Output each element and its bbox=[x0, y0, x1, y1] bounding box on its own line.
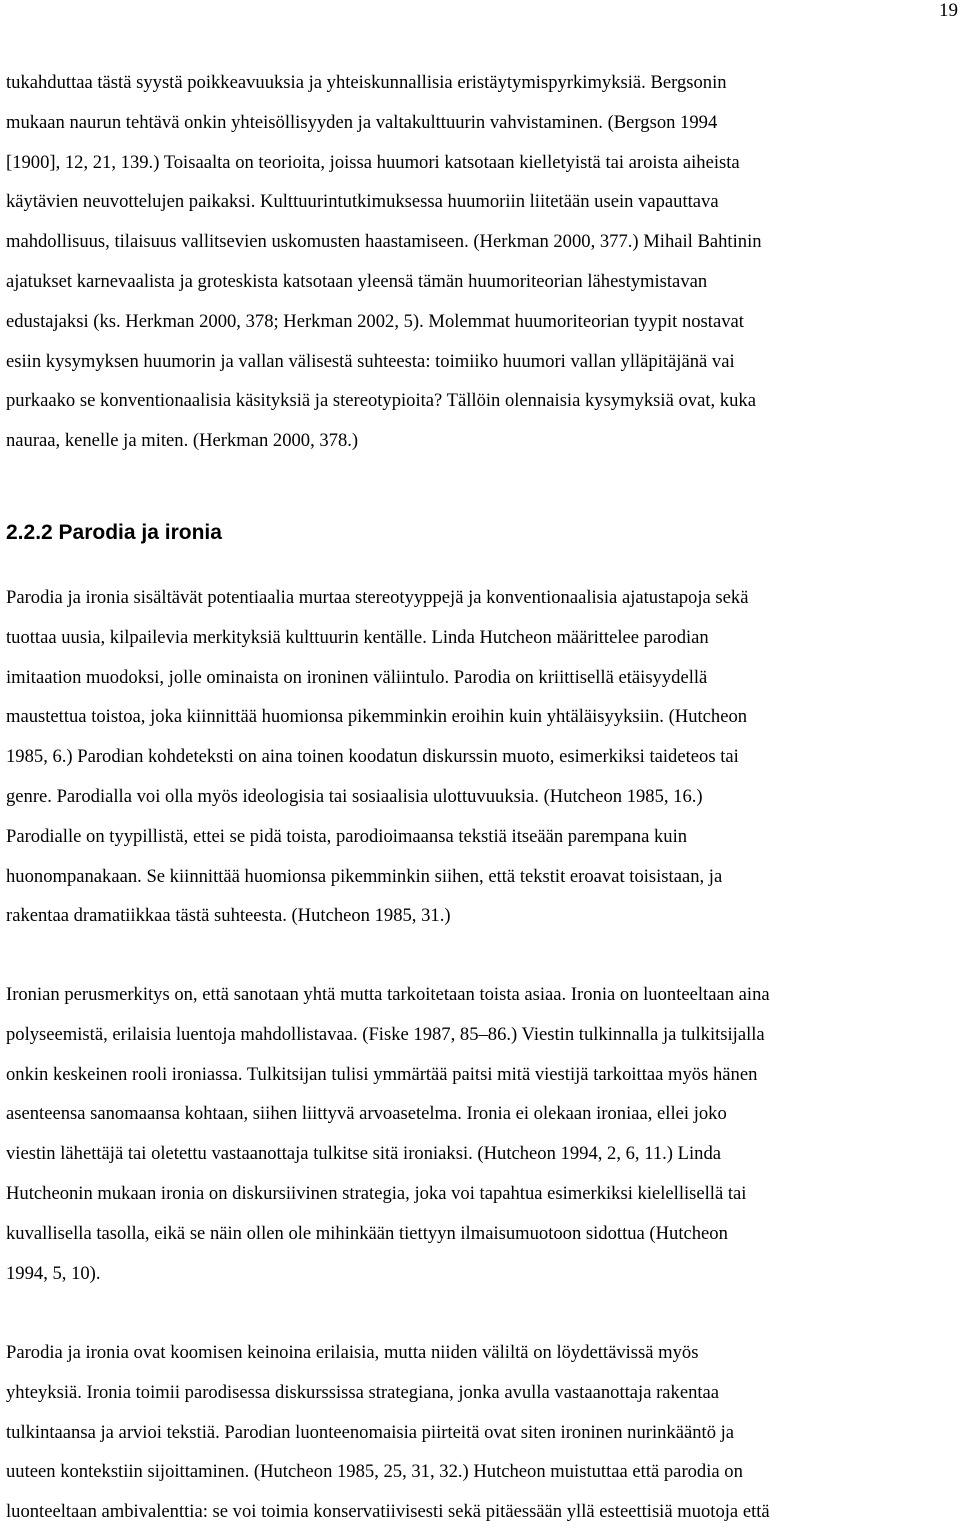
paragraph-1 bbox=[6, 63, 956, 461]
text-line: rakentaa dramatiikkaa tästä suhteesta. (Hutcheon 1985, 31.) bbox=[6, 905, 451, 927]
text-line: onkin keskeinen rooli ironiassa. Tulkitsijan tulisi ymmärtää paitsi mitä viestijä tarkoittaa myös hänen bbox=[6, 1063, 758, 1085]
text-line: kuvallisella tasolla, eikä se näin ollen ole mihinkään tiettyyn ilmaisumuotoon sidottua (Hutcheon bbox=[6, 1222, 728, 1244]
text-line: Parodialle on tyypillistä, ettei se pidä toista, parodioimaansa tekstiä itseään parempana kuin bbox=[6, 825, 688, 847]
text-line: Hutcheonin mukaan ironia on diskursiivinen strategia, joka voi tapahtua esimerkiksi kielellisellä tai bbox=[6, 1182, 747, 1204]
text-line: ajatukset karnevaalista ja groteskista katsotaan yleensä tämän huumoriteorian lähestymistavan bbox=[6, 270, 708, 292]
text-line: mahdollisuus, tilaisuus vallitsevien uskomusten haastamiseen. (Herkman 2000, 377.) Mihail Bahtinin bbox=[6, 231, 762, 253]
text-line: uuteen kontekstiin sijoittaminen. (Hutcheon 1985, 25, 31, 32.) Hutcheon muistuttaa että parodia on bbox=[6, 1461, 743, 1483]
paragraph-3 bbox=[6, 975, 956, 1293]
text-line: tuottaa uusia, kilpailevia merkityksiä kulttuurin kentälle. Linda Hutcheon määrittelee parodian bbox=[6, 626, 709, 648]
section-heading: 2.2.2 Parodia ja ironia bbox=[6, 521, 222, 544]
paragraph-4 bbox=[6, 1333, 956, 1532]
paragraph-2 bbox=[6, 578, 956, 936]
text-line: tukahduttaa tästä syystä poikkeavuuksia ja yhteiskunnallisia eristäytymispyrkimyksiä. Bergsonin bbox=[6, 72, 727, 93]
text-line: 1994, 5, 10). bbox=[6, 1262, 101, 1284]
text-line: Parodia ja ironia ovat koomisen keinoina erilaisia, mutta niiden väliltä on löydettävissä myös bbox=[6, 1342, 699, 1363]
text-line: huonompanakaan. Se kiinnittää huomionsa pikemminkin siihen, että tekstit eroavat toisistaan, ja bbox=[6, 865, 723, 887]
text-line: [1900], 12, 21, 139.) Toisaalta on teorioita, joissa huumori katsotaan kielletyistä tai aroista aiheista bbox=[6, 151, 740, 173]
text-line: 1985, 6.) Parodian kohdeteksti on aina toinen koodatun diskurssin muoto, esimerkiksi taideteos tai bbox=[6, 746, 739, 768]
text-line: käytävien neuvottelujen paikaksi. Kulttuurintutkimuksessa huumoriin liitetään usein vapauttava bbox=[6, 191, 719, 213]
text-line: esiin kysymyksen huumorin ja vallan välisestä suhteesta: toimiiko huumori vallan ylläpitäjänä vai bbox=[6, 350, 735, 372]
page-number: 19 bbox=[939, 0, 958, 21]
text-line: genre. Parodialla voi olla myös ideologisia tai sosiaalisia ulottuvuuksia. (Hutcheon 1985, 16.) bbox=[6, 785, 703, 807]
text-line: polyseemistä, erilaisia luentoja mahdollistavaa. (Fiske 1987, 85–86.) Viestin tulkinnalla ja tulkitsijalla bbox=[6, 1023, 765, 1045]
text-line: asenteensa sanomaansa kohtaan, siihen liittyvä arvoasetelma. Ironia ei olekaan ironiaa, ellei joko bbox=[6, 1103, 727, 1125]
text-line: maustettua toistoa, joka kiinnittää huomionsa pikemminkin eroihin kuin yhtäläisyyksiin. (Hutcheon bbox=[6, 706, 748, 728]
text-line: imitaation muodoksi, jolle ominaista on ironinen väliintulo. Parodia on kriittisellä etäisyydellä bbox=[6, 666, 708, 688]
text-line: luonteeltaan ambivalenttia: se voi toimia konservatiivisesti sekä pitäessään yllä esteettisiä muotoja että bbox=[6, 1501, 770, 1523]
text-line: viestin lähettäjä tai oletettu vastaanottaja tulkitse sitä ironiaksi. (Hutcheon 1994, 2, 6, 11.) Linda bbox=[6, 1143, 721, 1165]
text-line: purkaako se konventionaalisia käsityksiä ja stereotypioita? Tällöin olennaisia kysymyksiä ovat, kuka bbox=[6, 390, 756, 412]
text-line: tulkintaansa ja arvioi tekstiä. Parodian luonteenomaisia piirteitä ovat siten ironinen nurinkääntö ja bbox=[6, 1421, 735, 1443]
text-line: nauraa, kenelle ja miten. (Herkman 2000, 378.) bbox=[6, 430, 359, 452]
text-line: Parodia ja ironia sisältävät potentiaalia murtaa stereotyyppejä ja konventionaalisia ajatustapoja sekä bbox=[6, 587, 749, 608]
text-line: mukaan naurun tehtävä onkin yhteisöllisyyden ja valtakulttuurin vahvistaminen. (Bergson 1994 bbox=[6, 111, 718, 133]
text-line: edustajaksi (ks. Herkman 2000, 378; Herkman 2002, 5). Molemmat huumoriteorian tyypit nostavat bbox=[6, 310, 744, 332]
text-line: yhteyksiä. Ironia toimii parodisessa diskurssissa strategiana, jonka avulla vastaanottaja rakentaa bbox=[6, 1381, 720, 1403]
text-line: Ironian perusmerkitys on, että sanotaan yhtä mutta tarkoitetaan toista asiaa. Ironia on luonteeltaan aina bbox=[6, 984, 770, 1005]
